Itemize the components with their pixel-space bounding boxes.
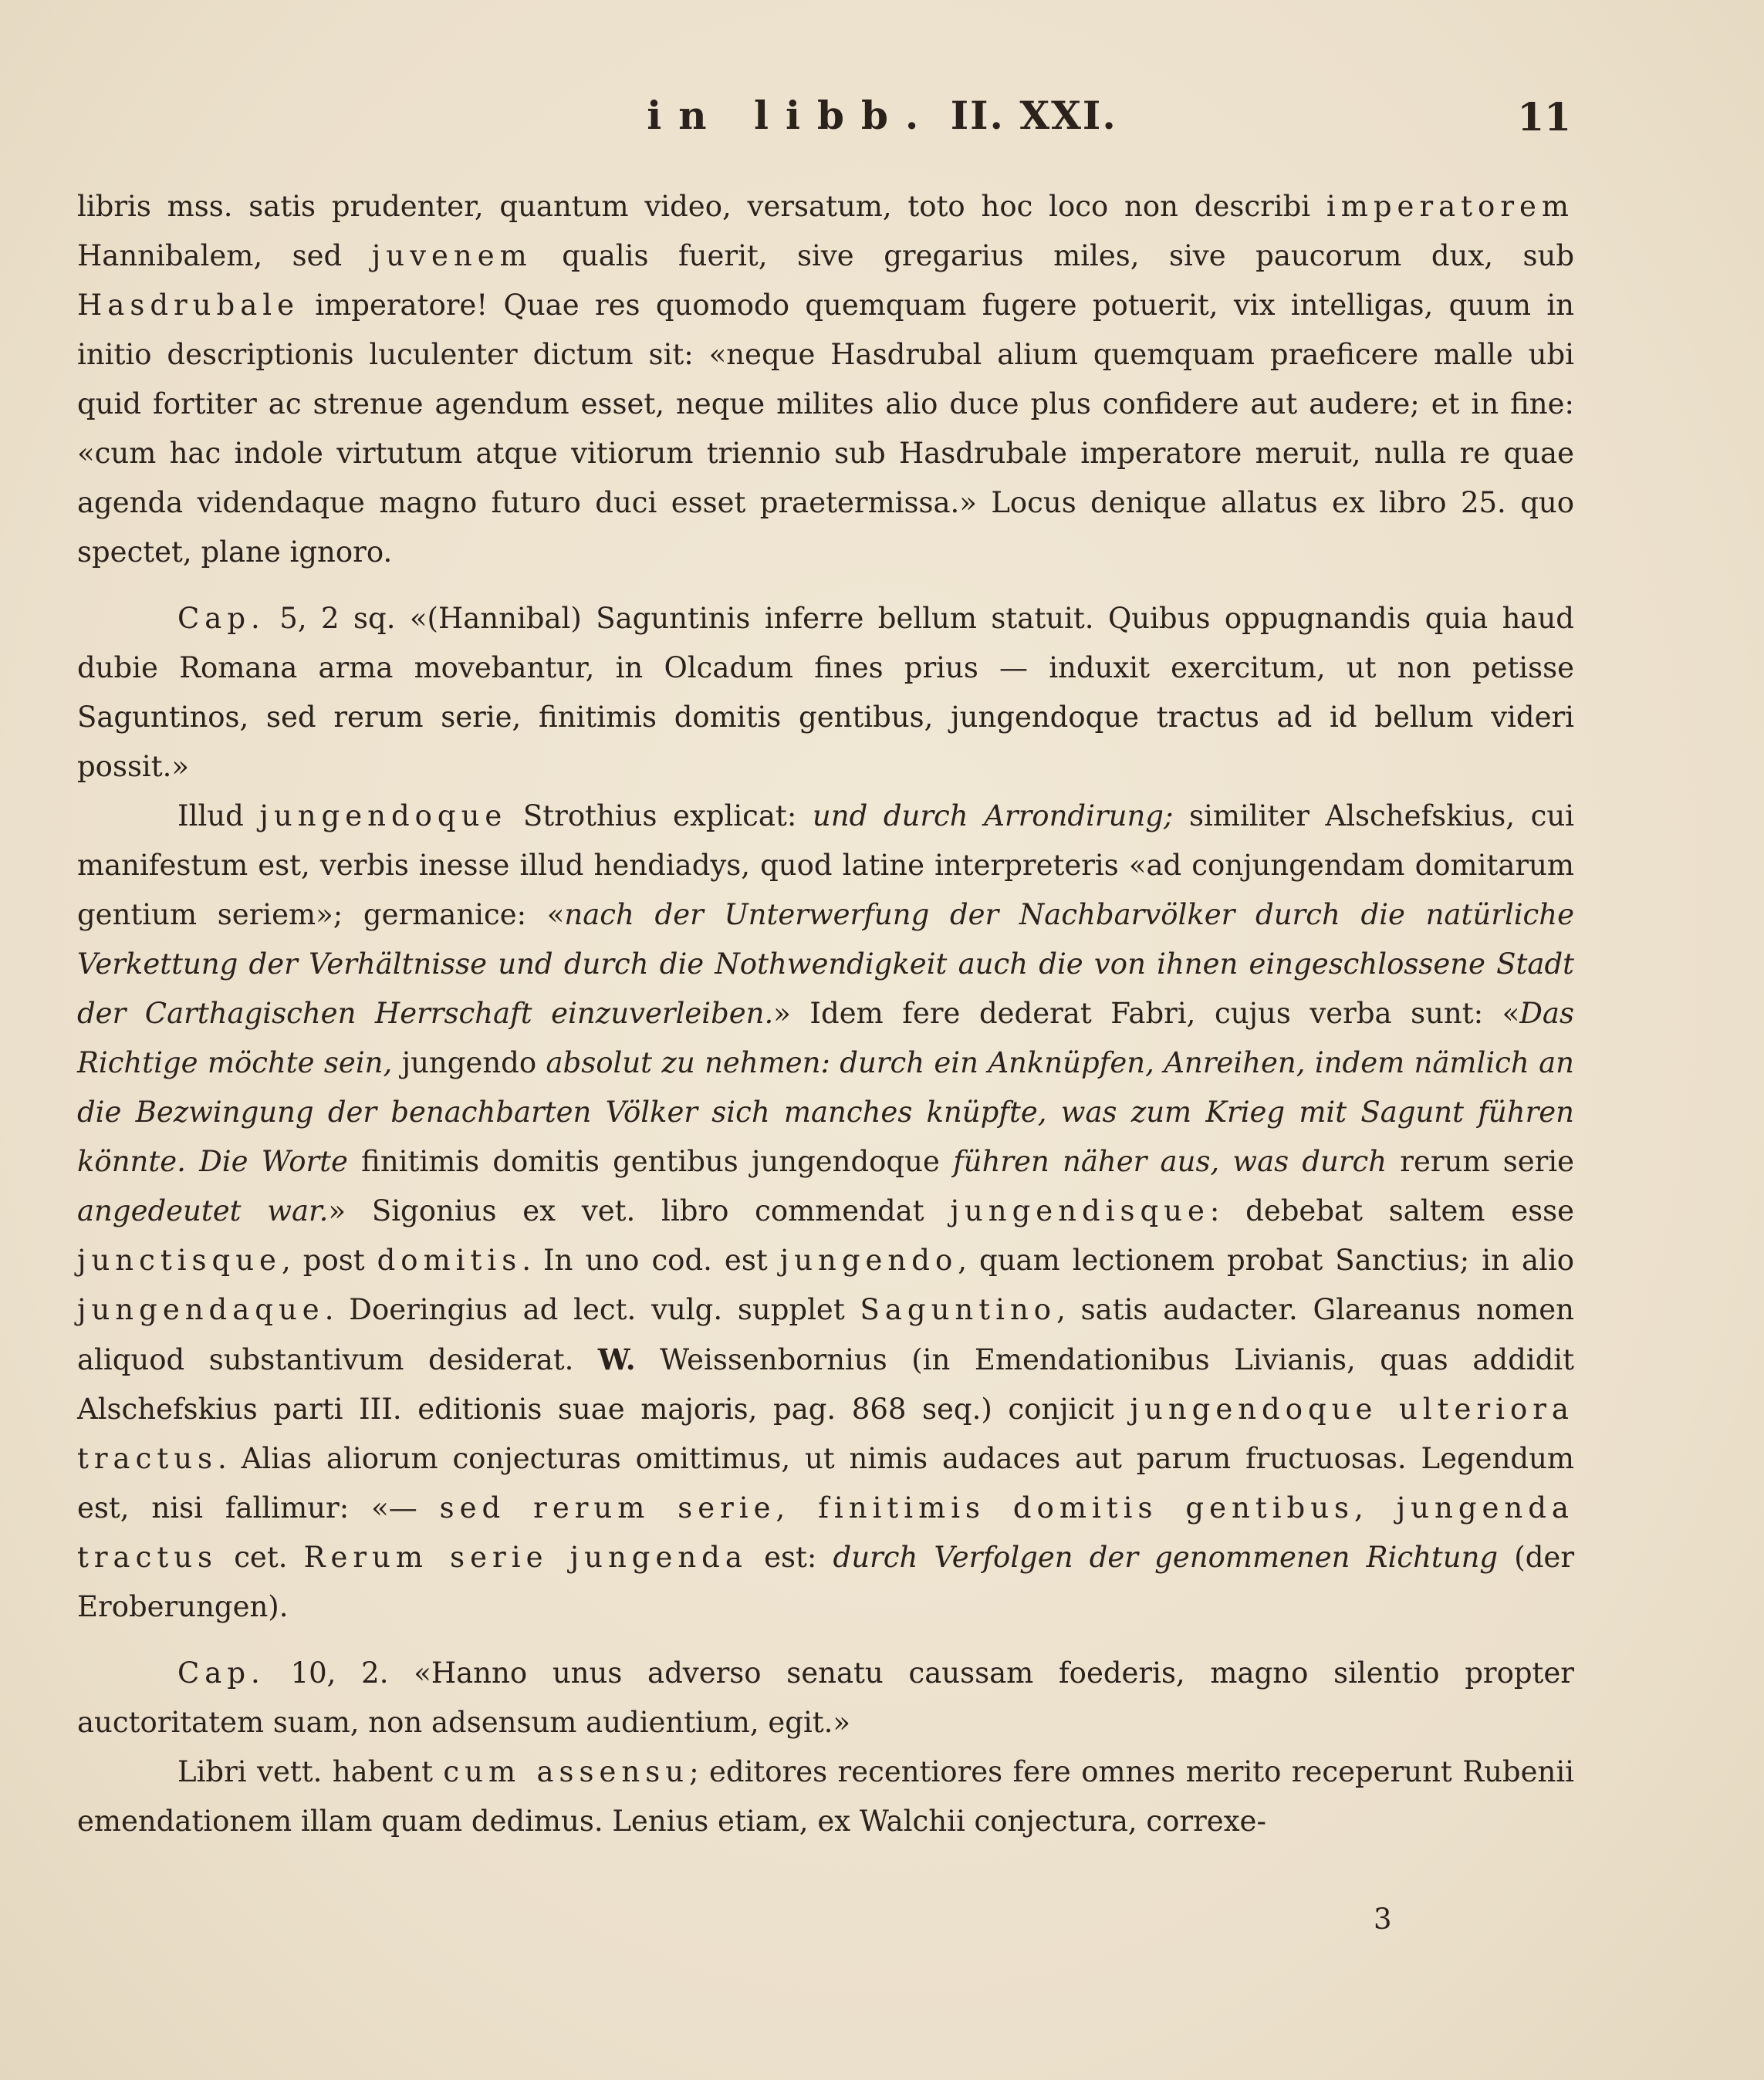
text-run: imperatore! Quae res quomodo quemquam fugere potuerit, vix intelligas, quum in initio descriptionis luculenter dictum sit: «neque Hasdrubal alium quemquam praeficere malle ubi quid fortiter ac strenue agendum esset, neque milites alio duce plus confidere aut audere; et in fine: «cum hac indole virtutum atque vitiorum triennio sub Hasdrubale imperatore meruit, nulla re quae agenda videndaque magno futuro duci esset praetermissa.» Locus denique allatus ex libro 25. quo spectet, plane ignoro. [77,289,1574,569]
text-run: qualis fuerit, sive gregarius miles, sive paucorum dux, sub [532,239,1574,272]
text-run: Strothius explicat: [507,799,813,832]
paragraph-cap-5 [77,594,1574,792]
text-run: jungendo [392,1046,546,1079]
text-run: . Alias aliorum conjecturas omittimus, ut nimis audaces aut parum fructuosas. Legendum est, nisi fallimur: «— [77,1442,1574,1525]
text-run: . Doeringius ad lect. vulg. supplet [324,1293,860,1326]
text-run: similiter Alschefskius, cui manifestum est, verbis inesse illud hendiadys, quod latine interpreteris «ad conjungendam domitarum gentium seriem»; germanice: « [77,799,1574,931]
german-quote: absolut zu nehmen: durch ein Anknüpfen, Anreihen, indem nämlich an die Bezwingung der benachbarten Völker sich manches knüpfte, was zum Krieg mit Sagunt führen könnte. Die Worte [77,1046,1574,1178]
paragraph-cap-10 [77,1649,1574,1747]
text-run: . In uno cod. est [522,1244,780,1277]
text-run: Libri vett. habent [177,1755,444,1788]
spaced-emphasis: imperatorem [1326,190,1574,223]
spaced-emphasis: sed rerum serie, finitimis domitis gentibus, jungenda tractus [77,1491,1574,1574]
text-run: , quam lectionem probat Sanctius; in alio [958,1244,1574,1277]
spaced-emphasis: jungendo [779,1244,958,1277]
spaced-emphasis: jungendisque [950,1194,1210,1227]
paragraph [77,1747,1574,1846]
german-quote: führen näher aus, was durch [953,1145,1387,1178]
running-title-numerals: II. XXI. [950,93,1117,138]
spaced-emphasis: jungendoque [259,799,508,832]
text-run: (der Eroberungen). [77,1541,1575,1623]
running-title-spaced: in libb. [647,93,936,138]
cap-label: Cap. [177,1656,265,1690]
text-run: Hannibalem, sed [77,239,372,272]
spaced-emphasis: junctisque [77,1244,282,1277]
running-title [0,93,1764,138]
text-run: , post [281,1244,377,1277]
paragraph [77,182,1574,577]
spaced-emphasis: domitis [377,1244,522,1277]
text-run: Illud [177,799,260,832]
paragraph [77,792,1574,1632]
text-run: , satis audacter. Glareanus nomen aliquod substantivum desiderat. [77,1293,1574,1376]
spaced-emphasis: Saguntino [860,1293,1057,1326]
german-quote: und durch Arrondirung; [812,799,1174,832]
text-run: ; editores recentiores fere omnes merito receperunt Rubenii emendationem illam quam dedimus. Lenius etiam, ex Walchii conjectura, correxe- [77,1755,1575,1838]
text-run: 5, 2 sq. «(Hannibal) Saguntinis inferre bellum statuit. Quibus oppugnandis quia haud dubie Romana arma movebantur, in Olcadum fines prius — induxit exercitum, ut non petisse Saguntinos, sed rerum serie, finitimis domitis gentibus, jungendoque tractus ad id bellum videri possit.» [77,602,1574,783]
text-run: 10, 2. «Hanno unus adverso senatu caussam foederis, magno silentio propter auctoritatem suam, non adsensum audientium, egit.» [77,1656,1574,1739]
signature-mark: 3 [1374,1903,1392,1936]
text-run: » Sigonius ex vet. libro commendat [328,1194,951,1227]
german-quote: angedeutet war. [77,1194,329,1227]
german-quote: nach der Unterwerfung der Nachbarvölker durch die natürliche Verkettung der Verhältnisse und durch die Nothwendigkeit auch die von ihnen eingeschlossene Stadt der Carthagischen Herrschaft einzuverleiben. [77,898,1574,1030]
german-quote: Das Richtige möchte sein, [77,997,1574,1079]
text-run: est: [747,1541,833,1574]
page-header [0,93,1764,147]
german-quote: durch Verfolgen der genommenen Richtung [833,1541,1499,1574]
author-initial: W. [597,1342,636,1376]
text-run: : debebat saltem esse [1209,1194,1575,1227]
text-run: libris mss. satis prudenter, quantum video, versatum, toto hoc loco non describi [77,190,1326,223]
page-number: 11 [1517,94,1571,140]
spaced-emphasis: jungendaque [77,1293,325,1326]
text-body [77,182,1574,1846]
spaced-emphasis: juvenem [371,239,532,272]
text-run: Weissenbornius (in Emendationibus Livianis, quas addidit Alschefskius parti III. editionis suae majoris, pag. 868 seq.) conjicit [77,1343,1574,1426]
spaced-emphasis: Rerum serie jungenda [303,1541,748,1574]
text-run: » Idem fere dederat Fabri, cujus verba sunt: « [773,997,1520,1030]
spaced-emphasis: cum assensu [443,1755,690,1788]
cap-label: Cap. [177,602,265,635]
spaced-emphasis: jungendoque ulteriora tractus [77,1393,1574,1475]
text-run: cet. [218,1541,304,1574]
spaced-emphasis: Hasdrubale [77,289,299,322]
text-run: finitimis domitis gentibus jungendoque [347,1145,954,1178]
text-run: rerum serie [1387,1145,1575,1178]
